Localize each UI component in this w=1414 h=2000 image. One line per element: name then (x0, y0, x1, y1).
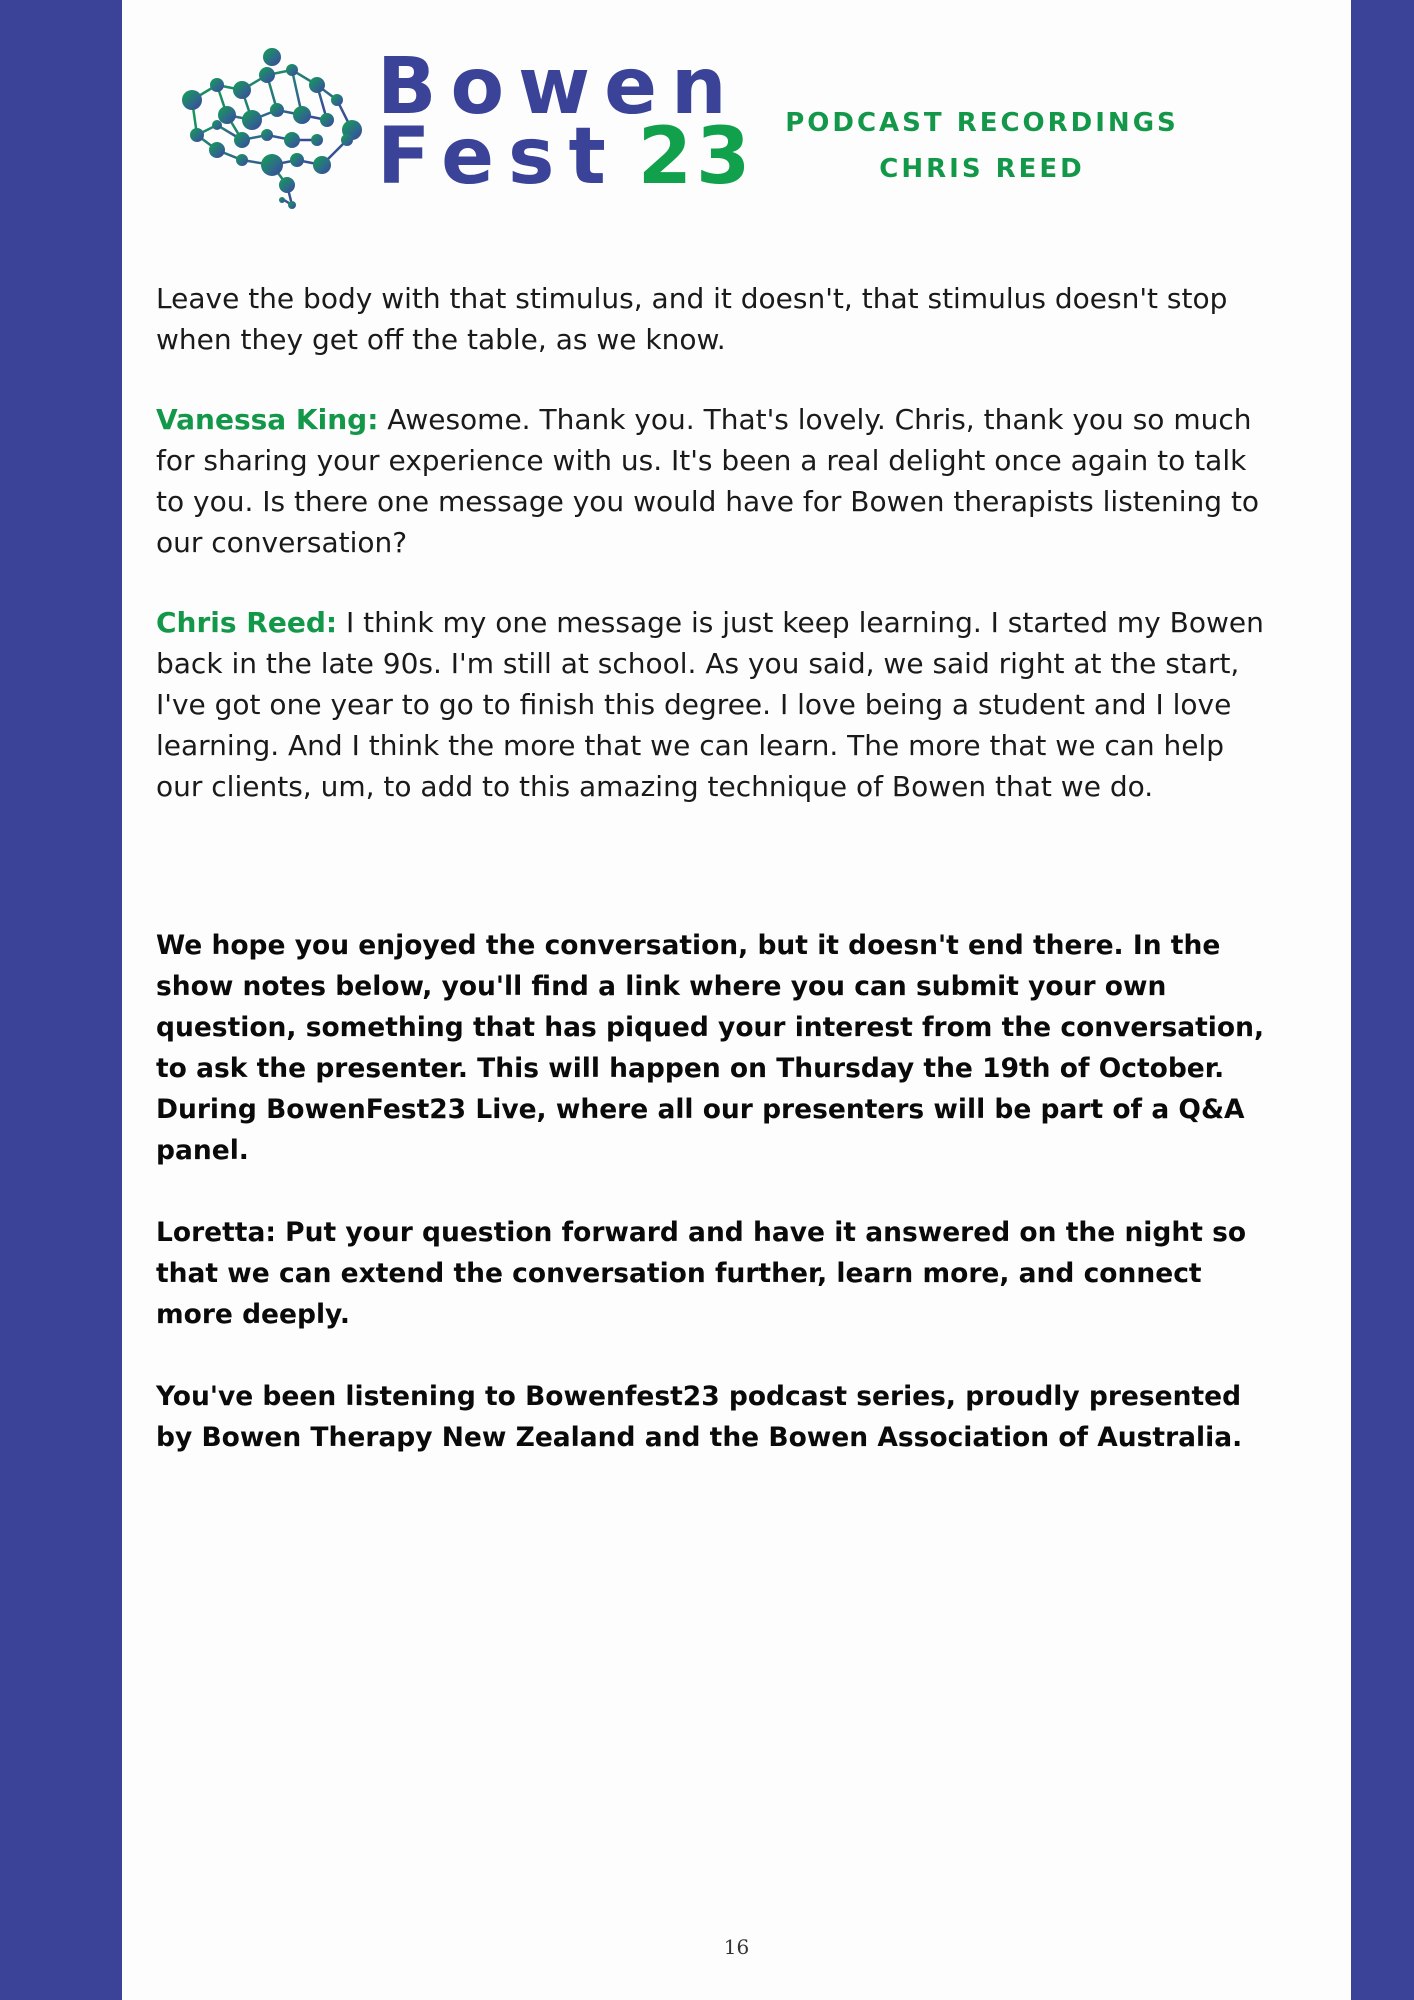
page-header (122, 0, 1351, 230)
speaker-label: Vanessa King: (156, 403, 379, 436)
speaker-text: Awesome. Thank you. That's lovely. Chris, thank you so much for sharing your experience with us. It's been a real delight once again to talk to you. Is there one message you would have for Bowen therapists listening to our conversation? (156, 403, 1260, 559)
logo-number: 23 (637, 112, 755, 202)
transcript-paragraph (156, 399, 1276, 563)
closing-paragraph: Loretta: Put your question forward and have it answered on the night so that we can extend the conversation further, learn more, and connect more deeply. (156, 1217, 1247, 1330)
logo-wordmark-bowen: Bowen (377, 42, 741, 132)
brain-network-logo-icon (172, 45, 372, 215)
closing-notes (156, 925, 1286, 1499)
document-page (122, 0, 1351, 2000)
closing-paragraph: We hope you enjoyed the conversation, but it doesn't end there. In the show notes below, you'll find a link where you can submit your own question, something that has piqued your interest from the conversation, to ask the presenter. This will happen on Thursday the 19th of October. During BowenFest23 Live, where all our presenters will be part of a Q&A panel. (156, 930, 1265, 1166)
transcript-paragraph: Leave the body with that stimulus, and it doesn't, that stimulus doesn't stop when they get off the table, as we know. (156, 282, 1228, 356)
header-series-title: PODCAST RECORDINGS (785, 108, 1179, 138)
transcript-body (156, 278, 1276, 846)
header-presenter-name: CHRIS REED (879, 154, 1085, 184)
speaker-label: Chris Reed: (156, 606, 338, 639)
logo-wordmark-fest (377, 112, 755, 202)
logo-fest-text: Fest (377, 112, 620, 202)
speaker-text: I think my one message is just keep learning. I started my Bowen back in the late 90s. I'm still at school. As you said, we said right at the start, I've got one year to go to finish this degree. I love being a student and I love learning. And I think the more that we can learn. The more that we can help our clients, um, to add to this amazing technique of Bowen that we do. (156, 606, 1264, 803)
header-title-block (782, 100, 1182, 192)
page-number: 16 (723, 1935, 750, 1959)
transcript-paragraph (156, 602, 1276, 807)
closing-paragraph: You've been listening to Bowenfest23 podcast series, proudly presented by Bowen Therapy New Zealand and the Bowen Association of Australia. (156, 1381, 1243, 1453)
